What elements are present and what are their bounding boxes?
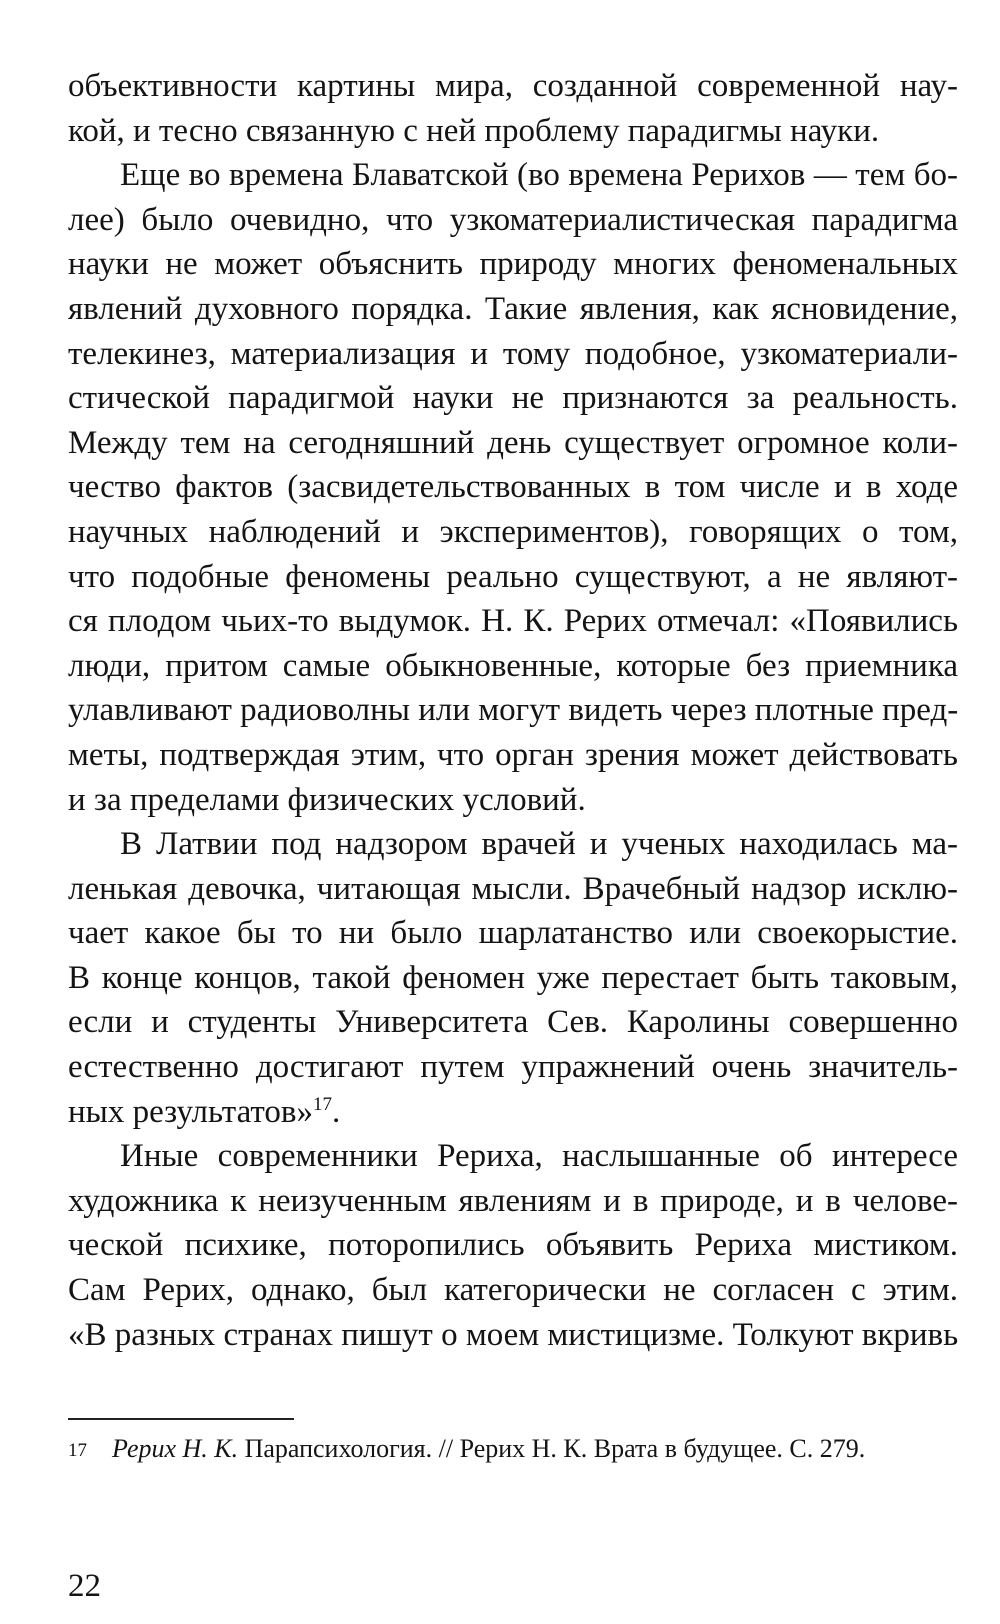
text-segment: ных результатов» [68, 1093, 313, 1130]
text-line: улавливают радиоволны или могут видеть через плотные пред- [68, 692, 959, 729]
text-line: художника к неизученным явлениям и в природе, и в челове- [68, 1182, 958, 1219]
text-line: лее) было очевидно, что узкоматериалистическая парадигма [68, 201, 958, 238]
text-line: стической парадигмой науки не признаются за реальность. [68, 380, 958, 417]
text-line: В Латвии под надзором врачей и ученых находилась ма- [120, 826, 958, 863]
text-line: если и студенты Университета Сев. Каролины совершенно [68, 1004, 958, 1041]
text-line: кой, и тесно связанную с ней проблему парадигмы науки. [68, 112, 880, 149]
footnote-text: Парапсихология. // Рерих Н. К. Врата в будущее. С. 279. [238, 1434, 866, 1463]
text-line-with-footnote [68, 1090, 958, 1135]
text-line: науки не может объяснить природу многих феноменальных [68, 246, 958, 283]
paragraph-2 [68, 153, 958, 822]
footnote-author: Рерих Н. К. [112, 1434, 239, 1463]
text-line: ческой психике, поторопились объявить Рериха мистиком. [68, 1227, 958, 1264]
text-line: люди, притом самые обыкновенные, которые без приемника [68, 647, 958, 684]
text-line: ся плодом чьих-то выдумок. Н. К. Рерих отмечал: «Появились [68, 603, 958, 640]
text-line: Иные современники Рериха, наслышанные об интересе [120, 1138, 958, 1175]
text-line: телекинез, материализация и тому подобное, узкоматериали- [68, 335, 958, 372]
paragraph-3 [68, 822, 958, 1134]
footnote [68, 1432, 968, 1468]
footnote-reference[interactable]: 17 [312, 1093, 332, 1115]
text-line: ленькая девочка, читающая мысли. Врачебный надзор исклю- [68, 870, 958, 907]
text-line: меты, подтверждая этим, что орган зрения может действовать [68, 736, 958, 773]
page-body [68, 64, 958, 1357]
text-line: Сам Рерих, однако, был категорически не согласен с этим. [68, 1272, 958, 1309]
text-line: чает какое бы то ни было шарлатанство или своекорыстие. [68, 915, 958, 952]
text-line: явлений духовного порядка. Такие явления, как ясновидение, [68, 290, 958, 327]
text-line: чество фактов (засвидетельствованных в том числе и в ходе [68, 469, 958, 506]
text-line: научных наблюдений и экспериментов), говорящих о том, [68, 513, 958, 550]
text-line: объективности картины мира, созданной современной нау- [68, 68, 958, 104]
paragraph-4 [68, 1134, 958, 1357]
text-line: Между тем на сегодняшний день существует огромное коли- [68, 424, 958, 461]
text-line: Еще во времена Блаватской (во времена Рерихов — тем бо- [120, 157, 958, 194]
text-line: естественно достигают путем упражнений очень значитель- [68, 1049, 958, 1086]
text-line: что подобные феномены реально существуют, а не являют- [68, 558, 958, 595]
text-line: и за пределами физических условий. [68, 781, 586, 818]
footnote-divider [68, 1418, 294, 1420]
paragraph-1 [68, 64, 958, 153]
page-number: 22 [68, 1568, 101, 1604]
text-line: В конце концов, такой феномен уже перестает быть таковым, [68, 959, 958, 996]
text-line: «В разных странах пишут о моем мистицизме. Толкуют вкривь [68, 1316, 959, 1353]
footnote-number: 17 [68, 1440, 87, 1461]
text-segment: . [331, 1093, 341, 1130]
